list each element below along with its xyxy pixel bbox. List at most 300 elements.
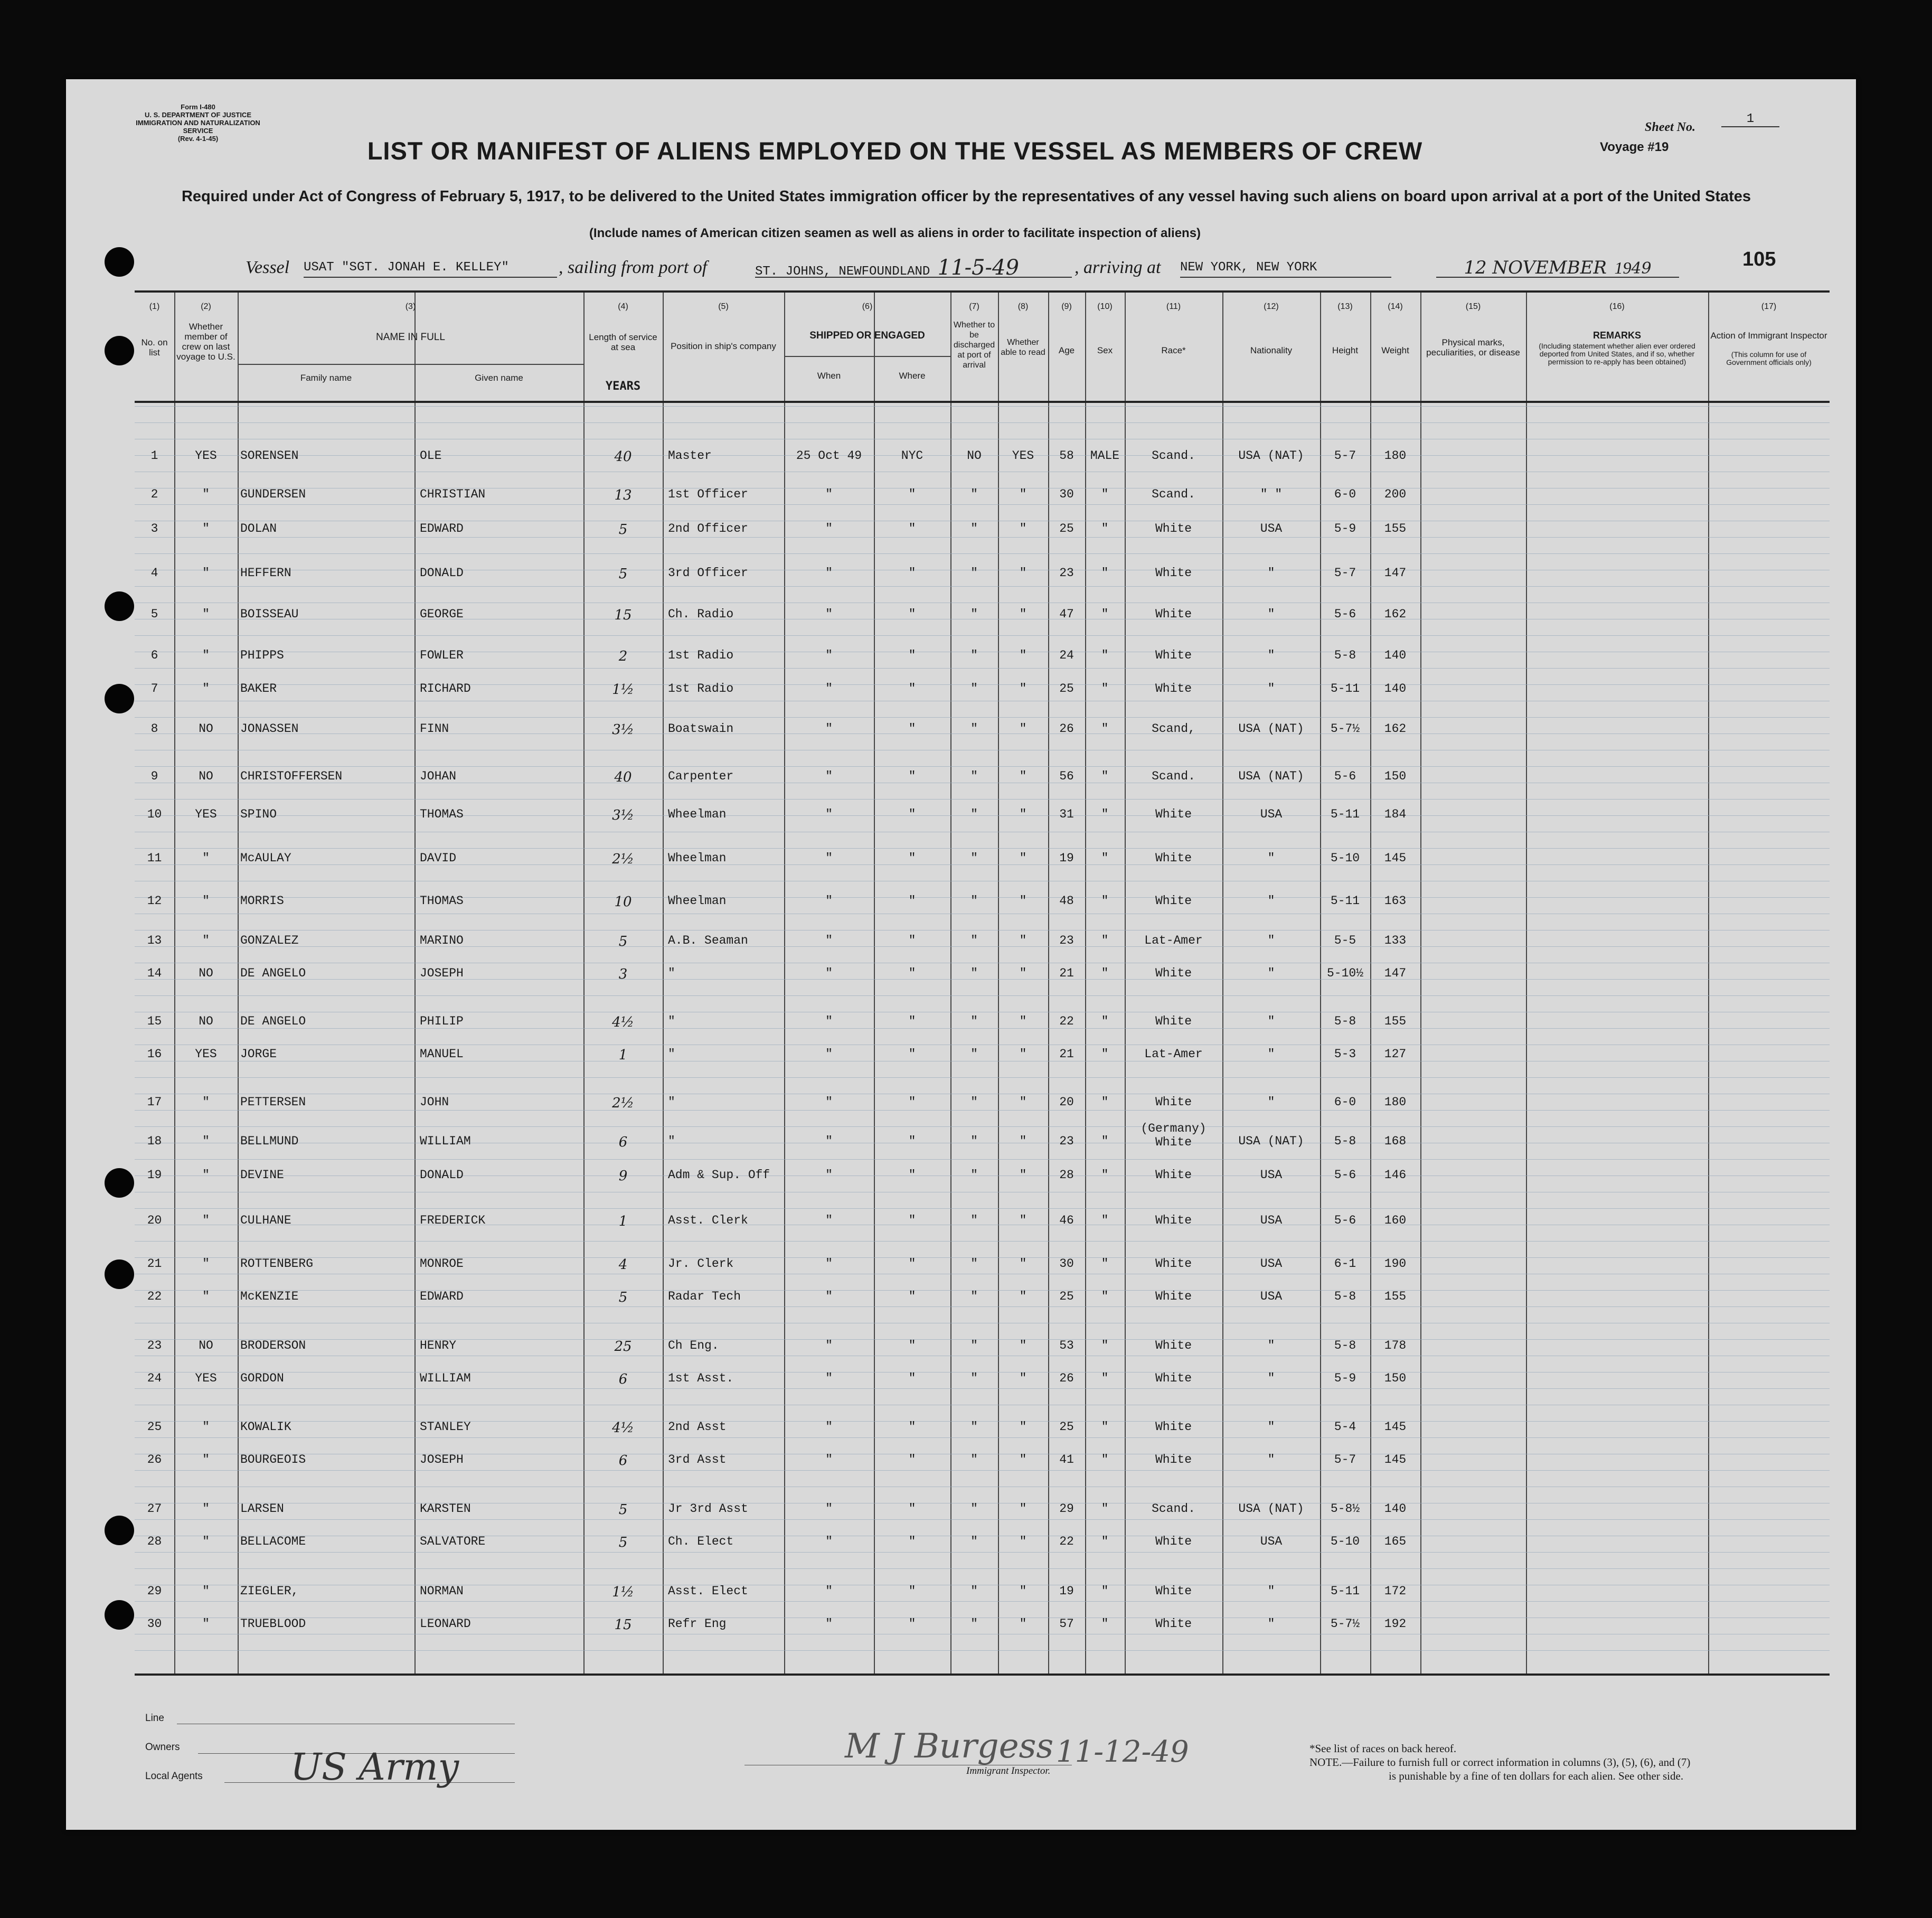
row-30-race: White	[1155, 1617, 1192, 1631]
row-15-age: 22	[1059, 1014, 1074, 1028]
column-number-c12: (12)	[1264, 302, 1279, 311]
row-28-years: 5	[618, 1535, 628, 1550]
row-18-when: "	[825, 1134, 833, 1148]
row-1-race: Scand.	[1152, 449, 1195, 463]
row-4-family: HEFFERN	[240, 566, 291, 580]
arrival-year-suffix: 49	[1631, 259, 1652, 278]
where-header: Where	[899, 371, 926, 381]
row-2-years: 13	[614, 487, 632, 503]
row-5-height: 5-6	[1334, 607, 1356, 621]
row-23-read: "	[1019, 1339, 1027, 1352]
row-7-read: "	[1019, 682, 1027, 695]
row-13-given: MARINO	[420, 934, 464, 947]
port-of-arrival: NEW YORK, NEW YORK	[1180, 259, 1391, 278]
row-12-weight: 163	[1384, 894, 1407, 908]
row-4-given: DONALD	[420, 566, 464, 580]
row-27-sex: "	[1101, 1502, 1109, 1516]
row-4-position: 3rd Officer	[668, 566, 748, 580]
column-header-c9: Age	[1058, 345, 1075, 355]
row-9-given: JOHAN	[420, 769, 457, 783]
row-13-when: "	[825, 934, 833, 947]
row-27-where: "	[908, 1502, 916, 1516]
row-29-nat: "	[1267, 1584, 1275, 1598]
ruled-line	[135, 1437, 1830, 1438]
when-header: When	[817, 371, 841, 381]
row-23-age: 53	[1059, 1339, 1074, 1352]
row-11-nat: "	[1267, 851, 1275, 865]
include-note: (Include names of American citizen seamen as well as aliens in order to facilitate inspection of aliens)	[589, 226, 1201, 240]
ruled-line	[135, 1028, 1830, 1029]
row-24-where: "	[908, 1371, 916, 1385]
row-29-disch: "	[970, 1584, 978, 1598]
row-5-where: "	[908, 607, 916, 621]
row-9-no: 9	[150, 769, 158, 783]
binder-hole	[105, 247, 134, 277]
row-11-where: "	[908, 851, 916, 865]
row-17-no: 17	[147, 1095, 162, 1109]
row-28-age: 22	[1059, 1535, 1074, 1548]
row-27-when: "	[825, 1502, 833, 1516]
row-8-given: FINN	[420, 722, 449, 736]
ruled-line	[135, 1552, 1830, 1553]
row-27-weight: 140	[1384, 1502, 1407, 1516]
row-25-read: "	[1019, 1420, 1027, 1434]
row-24-height: 5-9	[1334, 1371, 1356, 1385]
port-of-departure	[755, 256, 1072, 280]
row-7-family: BAKER	[240, 682, 277, 695]
row-3-disch: "	[970, 522, 978, 535]
column-header-c8: Whether able to read	[1001, 338, 1045, 357]
row-16-nat: "	[1267, 1047, 1275, 1061]
row-16-given: MANUEL	[420, 1047, 464, 1061]
row-20-disch: "	[970, 1214, 978, 1227]
ruled-line	[135, 1601, 1830, 1602]
row-30-years: 15	[614, 1617, 632, 1633]
row-10-weight: 184	[1384, 807, 1407, 821]
row-4-weight: 147	[1384, 566, 1407, 580]
row-2-when: "	[825, 487, 833, 501]
row-6-age: 24	[1059, 648, 1074, 662]
row-21-family: ROTTENBERG	[240, 1257, 314, 1271]
row-20-family: CULHANE	[240, 1214, 291, 1227]
row-3-no: 3	[150, 522, 158, 535]
row-26-age: 41	[1059, 1453, 1074, 1466]
row-7-given: RICHARD	[420, 682, 471, 695]
races-note: *See list of races on back hereof.	[1309, 1742, 1457, 1755]
row-16-family: JORGE	[240, 1047, 277, 1061]
row-11-height: 5-10	[1330, 851, 1360, 865]
row-5-race: White	[1155, 607, 1192, 621]
row-7-race: White	[1155, 682, 1192, 695]
row-23-last: NO	[199, 1339, 213, 1352]
row-11-family: McAULAY	[240, 851, 291, 865]
row-24-race: White	[1155, 1371, 1192, 1385]
row-22-sex: "	[1101, 1290, 1109, 1303]
row-2-nat: " "	[1260, 487, 1283, 501]
row-14-age: 21	[1059, 966, 1074, 980]
column-header-c1: No. on list	[141, 337, 168, 358]
row-12-given: THOMAS	[420, 894, 464, 908]
row-18-years: 6	[618, 1134, 628, 1150]
row-4-height: 5-7	[1334, 566, 1356, 580]
row-8-race: Scand,	[1152, 722, 1195, 736]
row-10-given: THOMAS	[420, 807, 464, 821]
row-24-disch: "	[970, 1371, 978, 1385]
column-number-c2: (2)	[201, 302, 211, 311]
row-15-years: 4½	[612, 1014, 634, 1030]
row-11-no: 11	[147, 851, 162, 865]
row-25-age: 25	[1059, 1420, 1074, 1434]
row-12-age: 48	[1059, 894, 1074, 908]
row-16-height: 5-3	[1334, 1047, 1356, 1061]
row-1-height: 5-7	[1334, 449, 1356, 463]
row-4-no: 4	[150, 566, 158, 580]
row-24-last: YES	[195, 1371, 217, 1385]
row-9-last: NO	[199, 769, 213, 783]
row-20-years: 1	[618, 1214, 628, 1229]
row-24-position: 1st Asst.	[668, 1371, 734, 1385]
row-27-no: 27	[147, 1502, 162, 1516]
row-9-when: "	[825, 769, 833, 783]
binder-hole	[105, 591, 134, 621]
row-5-no: 5	[150, 607, 158, 621]
row-9-where: "	[908, 769, 916, 783]
row-1-nat: USA (NAT)	[1238, 449, 1304, 463]
row-24-given: WILLIAM	[420, 1371, 471, 1385]
row-18-weight: 168	[1384, 1134, 1407, 1148]
ruled-line	[135, 537, 1830, 538]
row-23-position: Ch Eng.	[668, 1339, 719, 1352]
row-22-height: 5-8	[1334, 1290, 1356, 1303]
row-16-sex: "	[1101, 1047, 1109, 1061]
row-7-years: 1½	[612, 682, 634, 698]
row-8-weight: 162	[1384, 722, 1407, 736]
row-17-sex: "	[1101, 1095, 1109, 1109]
row-19-age: 28	[1059, 1168, 1074, 1182]
row-18-disch: "	[970, 1134, 978, 1148]
row-15-when: "	[825, 1014, 833, 1028]
ruled-line	[135, 1208, 1830, 1209]
row-21-nat: USA	[1260, 1257, 1283, 1271]
ruled-line	[135, 1568, 1830, 1569]
row-22-race: White	[1155, 1290, 1192, 1303]
ruled-line	[135, 586, 1830, 587]
row-15-position: "	[668, 1014, 675, 1028]
column-divider	[663, 293, 664, 1673]
row-6-years: 2	[618, 648, 628, 664]
row-24-family: GORDON	[240, 1371, 284, 1385]
row-7-nat: "	[1267, 682, 1275, 695]
row-28-family: BELLACOME	[240, 1535, 306, 1548]
row-16-race: Lat-Amer	[1144, 1047, 1203, 1061]
row-3-family: DOLAN	[240, 522, 277, 535]
column-header-c11: Race*	[1161, 345, 1186, 355]
row-30-age: 57	[1059, 1617, 1074, 1631]
row-5-family: BOISSEAU	[240, 607, 299, 621]
row-2-position: 1st Officer	[668, 487, 748, 501]
row-4-nat: "	[1267, 566, 1275, 580]
column-header-c7: Whether to be discharged at port of arrival	[953, 321, 995, 370]
row-15-nat: "	[1267, 1014, 1275, 1028]
row-9-sex: "	[1101, 769, 1109, 783]
row-19-sex: "	[1101, 1168, 1109, 1182]
row-23-when: "	[825, 1339, 833, 1352]
row-2-where: "	[908, 487, 916, 501]
row-12-family: MORRIS	[240, 894, 284, 908]
row-19-family: DEVINE	[240, 1168, 284, 1182]
row-21-disch: "	[970, 1257, 978, 1271]
row-28-race: White	[1155, 1535, 1192, 1548]
column-header-c10: Sex	[1097, 345, 1113, 355]
row-1-last: YES	[195, 449, 217, 463]
ruled-line	[135, 1077, 1830, 1078]
ruled-line	[135, 504, 1830, 505]
row-5-when: "	[825, 607, 833, 621]
row-21-when: "	[825, 1257, 833, 1271]
row-25-given: STANLEY	[420, 1420, 471, 1434]
service: IMMIGRATION AND NATURALIZATION SERVICE	[136, 119, 260, 135]
row-8-family: JONASSEN	[240, 722, 299, 736]
row-25-family: KOWALIK	[240, 1420, 291, 1434]
row-16-disch: "	[970, 1047, 978, 1061]
row-24-read: "	[1019, 1371, 1027, 1385]
row-17-family: PETTERSEN	[240, 1095, 306, 1109]
row-26-family: BOURGEOIS	[240, 1453, 306, 1466]
row-6-weight: 140	[1384, 648, 1407, 662]
row-28-disch: "	[970, 1535, 978, 1548]
row-20-sex: "	[1101, 1214, 1109, 1227]
column-header-c16: REMARKS	[1592, 330, 1641, 341]
row-15-no: 15	[147, 1014, 162, 1028]
row-15-race: White	[1155, 1014, 1192, 1028]
row-14-given: JOSEPH	[420, 966, 464, 980]
row-26-when: "	[825, 1453, 833, 1466]
row-28-last: "	[202, 1535, 210, 1548]
family-name-header: Family name	[300, 373, 352, 383]
row-27-read: "	[1019, 1502, 1027, 1516]
ruled-line	[135, 1470, 1830, 1471]
row-22-when: "	[825, 1290, 833, 1303]
row-1-position: Master	[668, 449, 712, 463]
row-9-family: CHRISTOFFERSEN	[240, 769, 343, 783]
row-15-family: DE ANGELO	[240, 1014, 306, 1028]
row-25-when: "	[825, 1420, 833, 1434]
row-20-nat: USA	[1260, 1214, 1283, 1227]
row-6-race: White	[1155, 648, 1192, 662]
row-14-years: 3	[618, 966, 628, 982]
row-9-weight: 150	[1384, 769, 1407, 783]
row-10-sex: "	[1101, 807, 1109, 821]
row-30-given: LEONARD	[420, 1617, 471, 1631]
row-21-where: "	[908, 1257, 916, 1271]
row-14-position: "	[668, 966, 675, 980]
row-18-height: 5-8	[1334, 1134, 1356, 1148]
row-18-no: 18	[147, 1134, 162, 1148]
row-25-position: 2nd Asst	[668, 1420, 727, 1434]
row-17-age: 20	[1059, 1095, 1074, 1109]
row-29-years: 1½	[612, 1584, 634, 1600]
row-26-position: 3rd Asst	[668, 1453, 727, 1466]
row-1-weight: 180	[1384, 449, 1407, 463]
row-10-no: 10	[147, 807, 162, 821]
row-26-weight: 145	[1384, 1453, 1407, 1466]
column-header-c6: SHIPPED OR ENGAGED	[809, 330, 925, 341]
row-18-race: (Germany) White	[1141, 1122, 1207, 1149]
row-22-where: "	[908, 1290, 916, 1303]
row-17-where: "	[908, 1095, 916, 1109]
vessel-label: Vessel	[246, 258, 290, 277]
binder-hole	[105, 1259, 134, 1289]
row-27-given: KARSTEN	[420, 1502, 471, 1516]
row-6-family: PHIPPS	[240, 648, 284, 662]
row-2-family: GUNDERSEN	[240, 487, 306, 501]
row-19-weight: 146	[1384, 1168, 1407, 1182]
row-17-when: "	[825, 1095, 833, 1109]
form-number: Form I-480	[181, 103, 215, 111]
row-20-where: "	[908, 1214, 916, 1227]
row-3-read: "	[1019, 522, 1027, 535]
row-4-disch: "	[970, 566, 978, 580]
row-2-sex: "	[1101, 487, 1109, 501]
row-2-height: 6-0	[1334, 487, 1356, 501]
row-20-weight: 160	[1384, 1214, 1407, 1227]
column-header-c14: Weight	[1381, 345, 1409, 355]
row-4-read: "	[1019, 566, 1027, 580]
row-7-disch: "	[970, 682, 978, 695]
row-15-sex: "	[1101, 1014, 1109, 1028]
row-2-no: 2	[150, 487, 158, 501]
ruled-line	[135, 1306, 1830, 1307]
row-13-position: A.B. Seaman	[668, 934, 748, 947]
row-13-years: 5	[618, 934, 628, 949]
penalty-note: NOTE.—Failure to furnish full or correct information in columns (3), (5), (6), and (7)	[1309, 1756, 1691, 1769]
row-21-no: 21	[147, 1257, 162, 1271]
row-30-when: "	[825, 1617, 833, 1631]
row-6-where: "	[908, 648, 916, 662]
ruled-line	[135, 799, 1830, 800]
row-17-position: "	[668, 1095, 675, 1109]
inspector-signature: M J Burgess	[845, 1727, 1054, 1766]
row-10-years: 3½	[612, 807, 634, 823]
column-number-c11: (11)	[1166, 302, 1181, 311]
row-19-position: Adm & Sup. Off	[668, 1168, 770, 1182]
row-26-disch: "	[970, 1453, 978, 1466]
row-24-no: 24	[147, 1371, 162, 1385]
row-8-height: 5-7½	[1330, 722, 1360, 736]
row-11-when: "	[825, 851, 833, 865]
row-16-read: "	[1019, 1047, 1027, 1061]
row-14-read: "	[1019, 966, 1027, 980]
row-22-last: "	[202, 1290, 210, 1303]
row-10-age: 31	[1059, 807, 1074, 821]
row-25-race: White	[1155, 1420, 1192, 1434]
row-8-position: Boatswain	[668, 722, 734, 736]
row-24-years: 6	[618, 1371, 628, 1387]
column-number-c1: (1)	[149, 302, 160, 311]
row-8-no: 8	[150, 722, 158, 736]
row-26-sex: "	[1101, 1453, 1109, 1466]
row-29-read: "	[1019, 1584, 1027, 1598]
row-25-years: 4½	[612, 1420, 634, 1436]
departure-date: 11-5-49	[937, 256, 1019, 280]
row-11-weight: 145	[1384, 851, 1407, 865]
department: U. S. DEPARTMENT OF JUSTICE	[145, 111, 251, 119]
row-29-race: White	[1155, 1584, 1192, 1598]
row-11-years: 2½	[612, 851, 634, 867]
row-21-position: Jr. Clerk	[668, 1257, 734, 1271]
row-11-position: Wheelman	[668, 851, 727, 865]
row-10-where: "	[908, 807, 916, 821]
row-3-sex: "	[1101, 522, 1109, 535]
row-7-age: 25	[1059, 682, 1074, 695]
legal-requirement: Required under Act of Congress of February 5, 1917, to be delivered to the United States immigration officer by the representatives of any vessel having such aliens on board upon arrival at a port of the United States	[181, 188, 1751, 205]
row-18-sex: "	[1101, 1134, 1109, 1148]
row-30-no: 30	[147, 1617, 162, 1631]
row-11-sex: "	[1101, 851, 1109, 865]
row-13-race: Lat-Amer	[1144, 934, 1203, 947]
row-8-read: "	[1019, 722, 1027, 736]
crew-manifest-table	[135, 290, 1830, 1676]
row-9-age: 56	[1059, 769, 1074, 783]
row-24-weight: 150	[1384, 1371, 1407, 1385]
row-3-height: 5-9	[1334, 522, 1356, 535]
row-8-last: NO	[199, 722, 213, 736]
row-28-read: "	[1019, 1535, 1027, 1548]
penalty-note-cont: is punishable by a fine of ten dollars for each alien. See other side.	[1389, 1770, 1684, 1782]
row-25-height: 5-4	[1334, 1420, 1356, 1434]
row-20-race: White	[1155, 1214, 1192, 1227]
row-13-where: "	[908, 934, 916, 947]
departure-port-text: ST. JOHNS, NEWFOUNDLAND	[755, 265, 930, 279]
row-23-height: 5-8	[1334, 1339, 1356, 1352]
row-18-family: BELLMUND	[240, 1134, 299, 1148]
row-19-where: "	[908, 1168, 916, 1182]
row-15-weight: 155	[1384, 1014, 1407, 1028]
remarks-subheader: (Including statement whether alien ever ordered deported from United States, and if so, whether permission to re-apply has been obtained)	[1539, 342, 1695, 366]
row-14-when: "	[825, 966, 833, 980]
row-5-age: 47	[1059, 607, 1074, 621]
vessel-name: USAT "SGT. JONAH E. KELLEY"	[304, 259, 557, 278]
voyage-number: Voyage #19	[1600, 140, 1669, 154]
column-divider	[414, 293, 416, 1673]
row-7-sex: "	[1101, 682, 1109, 695]
row-3-where: "	[908, 522, 916, 535]
row-21-read: "	[1019, 1257, 1027, 1271]
row-8-disch: "	[970, 722, 978, 736]
column-number-c6: (6)	[862, 302, 873, 311]
row-17-read: "	[1019, 1095, 1027, 1109]
footer-notes	[1309, 1742, 1690, 1783]
ruled-line	[135, 766, 1830, 767]
row-10-race: White	[1155, 807, 1192, 821]
row-7-when: "	[825, 682, 833, 695]
row-29-last: "	[202, 1584, 210, 1598]
sheet-number: 1	[1721, 112, 1779, 127]
row-20-position: Asst. Clerk	[668, 1214, 748, 1227]
row-19-years: 9	[618, 1168, 628, 1184]
row-4-where: "	[908, 566, 916, 580]
row-19-disch: "	[970, 1168, 978, 1182]
row-26-given: JOSEPH	[420, 1453, 464, 1466]
row-26-years: 6	[618, 1453, 628, 1469]
row-18-position: "	[668, 1134, 675, 1148]
row-25-disch: "	[970, 1420, 978, 1434]
row-21-age: 30	[1059, 1257, 1074, 1271]
row-5-nat: "	[1267, 607, 1275, 621]
row-9-race: Scand.	[1152, 769, 1195, 783]
row-30-sex: "	[1101, 1617, 1109, 1631]
row-3-race: White	[1155, 522, 1192, 535]
